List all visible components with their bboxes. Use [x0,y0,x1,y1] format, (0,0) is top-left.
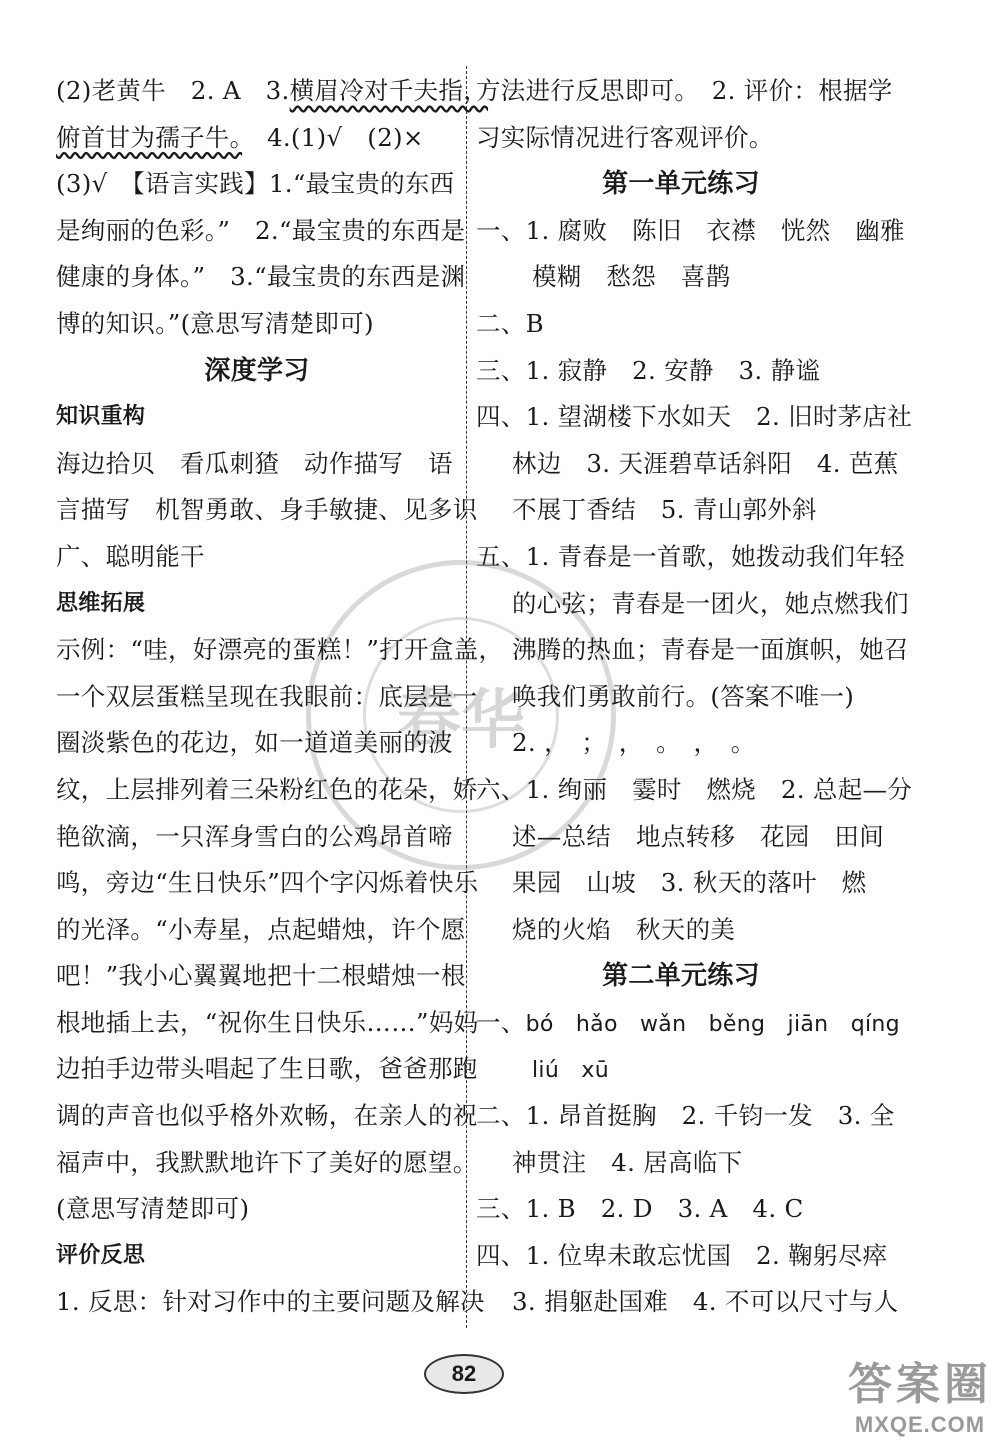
watermark-logo-text: 答案圈 [848,1360,992,1409]
answer-line: 福声中，我默默地许下了美好的愿望。 [56,1147,478,1177]
answer-line: 示例：“哇，好漂亮的蛋糕！”打开盒盖， [56,635,504,665]
answer-line [56,68,489,115]
page-number: 82 [424,1354,504,1394]
answer-line: 调的声音也似乎格外欢畅，在亲人的祝 [56,1101,478,1131]
answer-line: 二、1. 昂首挺胸 2. 千钧一发 3. 全 [476,1101,895,1131]
answer-line: 的光泽。“小寿星，点起蜡烛，许个愿 [56,914,466,944]
answer-line: 二、B [476,308,544,338]
subsection-title: 评价反思 [56,1242,146,1268]
watermark-url: MXQE.COM [854,1412,986,1437]
answer-line: 述—总结 地点转移 花园 田间 [512,821,884,851]
answer-line: (3)√ 【语言实践】1.“最宝贵的东西 [56,169,455,199]
subsection-title: 知识重构 [56,404,146,430]
pinyin-text: bó hǎo wǎn běng jiān qíng [525,1011,900,1037]
answer-line: 果园 山坡 3. 秋天的落叶 燃 [512,868,867,898]
answer-line: 是绚丽的色彩。” 2.“最宝贵的东西是 [56,215,466,245]
answer-line: 六、1. 绚丽 霎时 燃烧 2. 总起—分 [476,774,913,804]
answer-line: 唤我们勇敢前行。(答案不唯一) [512,681,855,711]
answer-line: 2. ， ； ， 。 ， 。 [512,728,756,758]
answer-line: 林边 3. 天涯碧草话斜阳 4. 芭蕉 [512,448,899,478]
answer-line: 习实际情况进行客观评价。 [476,122,774,152]
answer-line: 三、1. B 2. D 3. A 4. C [476,1194,804,1224]
answer-line: 艳欲滴，一只浑身雪白的公鸡昂首啼 [56,821,453,851]
answer-line: 根地插上去，“祝你生日快乐……”妈妈 [56,1007,479,1037]
answer-line: 方法进行反思即可。 2. 评价：根据学 [476,76,893,105]
answer-line: 神贯注 4. 居高临下 [512,1147,743,1177]
answer-line: 健康的身体。” 3.“最宝贵的东西是渊 [56,262,466,292]
section-heading: 深度学习 [204,355,310,386]
answer-line: 烧的火焰 秋天的美 [512,914,736,944]
answer-line: 广、聪明能干 [56,541,205,571]
answer-line: 模糊 愁怨 喜鹊 [532,262,731,292]
unit-heading: 第一单元练习 [602,169,760,200]
answer-line: 五、1. 青春是一首歌，她拨动我们年轻 [476,541,905,571]
answer-line [476,1046,886,1093]
answer-line: 三、1. 寂静 2. 安静 3. 静谧 [476,355,821,385]
answer-line: 言描写 机智勇敢、身手敏捷、见多识 [56,495,478,525]
answer-text: 一、 [476,1007,526,1037]
answer-line: 四、1. 望湖楼下水如天 2. 旧时茅店社 [476,402,913,432]
answer-text: (2)老黄牛 2. A 3. [56,76,290,105]
site-watermark [848,1348,992,1438]
stamp-center: 春华 [363,617,559,813]
wavy-underlined-text: 横眉冷对千夫指， [289,76,489,105]
answer-line: 吧！”我小心翼翼地把十二根蜡烛一根 [56,961,466,991]
answer-line [56,115,458,162]
answer-line: 3. 捐躯赴国难 4. 不可以尺寸与人 [512,1287,899,1317]
answer-line: 沸腾的热血；青春是一面旗帜，她召 [512,635,909,665]
answer-line: 一个双层蛋糕呈现在我眼前：底层是一 [56,681,478,711]
subsection-title: 思维拓展 [56,590,146,616]
unit-heading: 第二单元练习 [602,961,760,992]
answer-text: 4.(1)√ (2)× [242,122,424,152]
answer-line: 边拍手边带头唱起了生日歌，爸爸那跑 [56,1054,478,1084]
right-column [476,68,913,1326]
answer-line: 不展丁香结 5. 青山郭外斜 [512,495,817,525]
answer-line: 一、1. 腐败 陈旧 衣襟 恍然 幽雅 [476,215,905,245]
answer-line: (意思写清楚即可) [56,1194,250,1224]
answer-line: 四、1. 位卑未敢忘忧国 2. 鞠躬尽瘁 [476,1240,888,1270]
answer-line: 海边拾贝 看瓜刺猹 动作描写 语 [56,448,453,478]
answer-line: 纹，上层排列着三朵粉红色的花朵，娇 [56,774,478,804]
answer-line: 1. 反思：针对习作中的主要问题及解决 [56,1287,485,1317]
answer-line [476,1000,900,1047]
wavy-underlined-text: 俯首甘为孺子牛。 [56,122,243,152]
answer-line: 鸣，旁边“生日快乐”四个字闪烁着快乐 [56,868,479,898]
answer-line: 的心弦；青春是一团火，她点燃我们 [512,588,909,618]
answer-line: 圈淡紫色的花边，如一道道美丽的波 [56,728,453,758]
answer-line: 博的知识。”(意思写清楚即可) [56,308,374,338]
pinyin-text: liú xū [532,1058,609,1084]
